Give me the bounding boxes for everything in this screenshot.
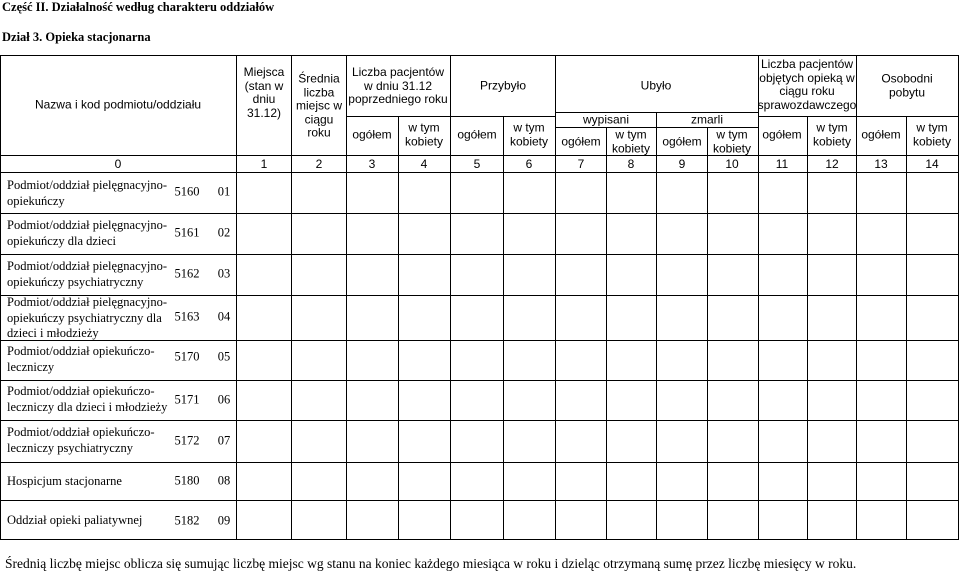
row-name: Oddział opieki paliatywnej (7, 513, 143, 527)
column-number: 12 (825, 157, 839, 171)
row-code: 5161 (174, 225, 200, 240)
column-number: 6 (525, 157, 533, 171)
column-number: 2 (315, 157, 323, 171)
column-number: 8 (627, 157, 635, 171)
footnote: Średnią liczbę miejsc oblicza się sumując liczbę miejsc wg stanu na koniec każdego miesiąca w roku i dzieląc otrzymaną sumę przez liczbę miesięcy w roku. (5, 556, 857, 571)
column-number: 14 (925, 157, 939, 171)
row-number: 09 (217, 513, 231, 528)
column-number: 10 (725, 157, 739, 171)
header-women: w tym kobiety (912, 120, 952, 148)
header-patients-prev: Liczba pacjentów w dniu 31.12 poprzedniego roku (348, 64, 448, 106)
header-admitted: Przybyło (479, 78, 527, 93)
header-avg-beds: Średnia liczba miejsc w ciągu roku (295, 71, 343, 140)
column-number: 0 (114, 157, 122, 171)
section-title: Dział 3. Opieka stacjonarna (2, 30, 151, 44)
column-number: 3 (368, 157, 376, 171)
header-women: w tym kobiety (812, 120, 852, 148)
row-code: 5171 (174, 392, 200, 407)
row-code: 5160 (174, 184, 200, 199)
row-code: 5172 (174, 433, 200, 448)
row-number: 04 (217, 309, 231, 324)
header-discharged: wypisani (582, 112, 630, 127)
column-number: 11 (775, 157, 789, 171)
column-number: 7 (577, 157, 585, 171)
header-total: ogółem (762, 127, 802, 142)
column-number: 4 (420, 157, 428, 171)
row-number: 03 (217, 266, 231, 281)
row-number: 08 (217, 473, 231, 488)
row-number: 02 (217, 225, 231, 240)
header-total: ogółem (861, 127, 901, 142)
header-women: w tym kobiety (404, 120, 444, 148)
header-person-days: Osobodni pobytu (881, 71, 933, 99)
row-number: 06 (217, 392, 231, 407)
header-deceased: zmarli (691, 112, 723, 127)
row-number: 07 (217, 433, 231, 448)
header-beds: Miejsca (stan w dniu 31.12) (243, 65, 285, 120)
column-number: 5 (473, 157, 481, 171)
row-name: Podmiot/oddział pielęgnacyjno- opiekuńczy psychiatryczny (7, 259, 168, 289)
header-women: w tym kobiety (509, 120, 549, 148)
row-name: Podmiot/oddział opiekuńczo- leczniczy psychiatryczny (7, 425, 155, 455)
column-number: 13 (874, 157, 888, 171)
header-total: ogółem (561, 134, 601, 149)
header-women: w tym kobiety (712, 127, 752, 155)
column-number: 9 (678, 157, 686, 171)
row-number: 05 (217, 349, 231, 364)
row-name: Podmiot/oddział pielęgnacyjno- opiekuńczy psychiatryczny dla dzieci i młodzieży (7, 295, 168, 340)
row-name: Podmiot/oddział opiekuńczo- leczniczy (7, 344, 155, 374)
row-code: 5162 (174, 266, 200, 281)
header-patients-year: Liczba pacjentów objętych opieką w ciągu roku sprawozdawczego (757, 57, 857, 112)
row-name: Hospicjum stacjonarne (7, 474, 122, 488)
header-total: ogółem (352, 127, 392, 142)
header-total: ogółem (662, 134, 702, 149)
row-code: 5182 (174, 513, 200, 528)
row-code: 5180 (174, 473, 200, 488)
header-name: Nazwa i kod podmiotu/oddziału (34, 97, 202, 112)
row-number: 01 (217, 184, 231, 199)
header-women: w tym kobiety (611, 127, 651, 155)
row-name: Podmiot/oddział opiekuńczo- leczniczy dla dzieci i młodzieży (7, 384, 168, 414)
row-code: 5163 (174, 309, 200, 324)
row-code: 5170 (174, 349, 200, 364)
header-left: Ubyło (640, 78, 672, 93)
header-total: ogółem (457, 127, 497, 142)
row-name: Podmiot/oddział pielęgnacyjno- opiekuńczy dla dzieci (7, 218, 168, 248)
part-title: Część II. Działalność według charakteru oddziałów (2, 0, 275, 14)
column-number: 1 (260, 157, 268, 171)
row-name: Podmiot/oddział pielęgnacyjno- opiekuńczy (7, 178, 168, 208)
